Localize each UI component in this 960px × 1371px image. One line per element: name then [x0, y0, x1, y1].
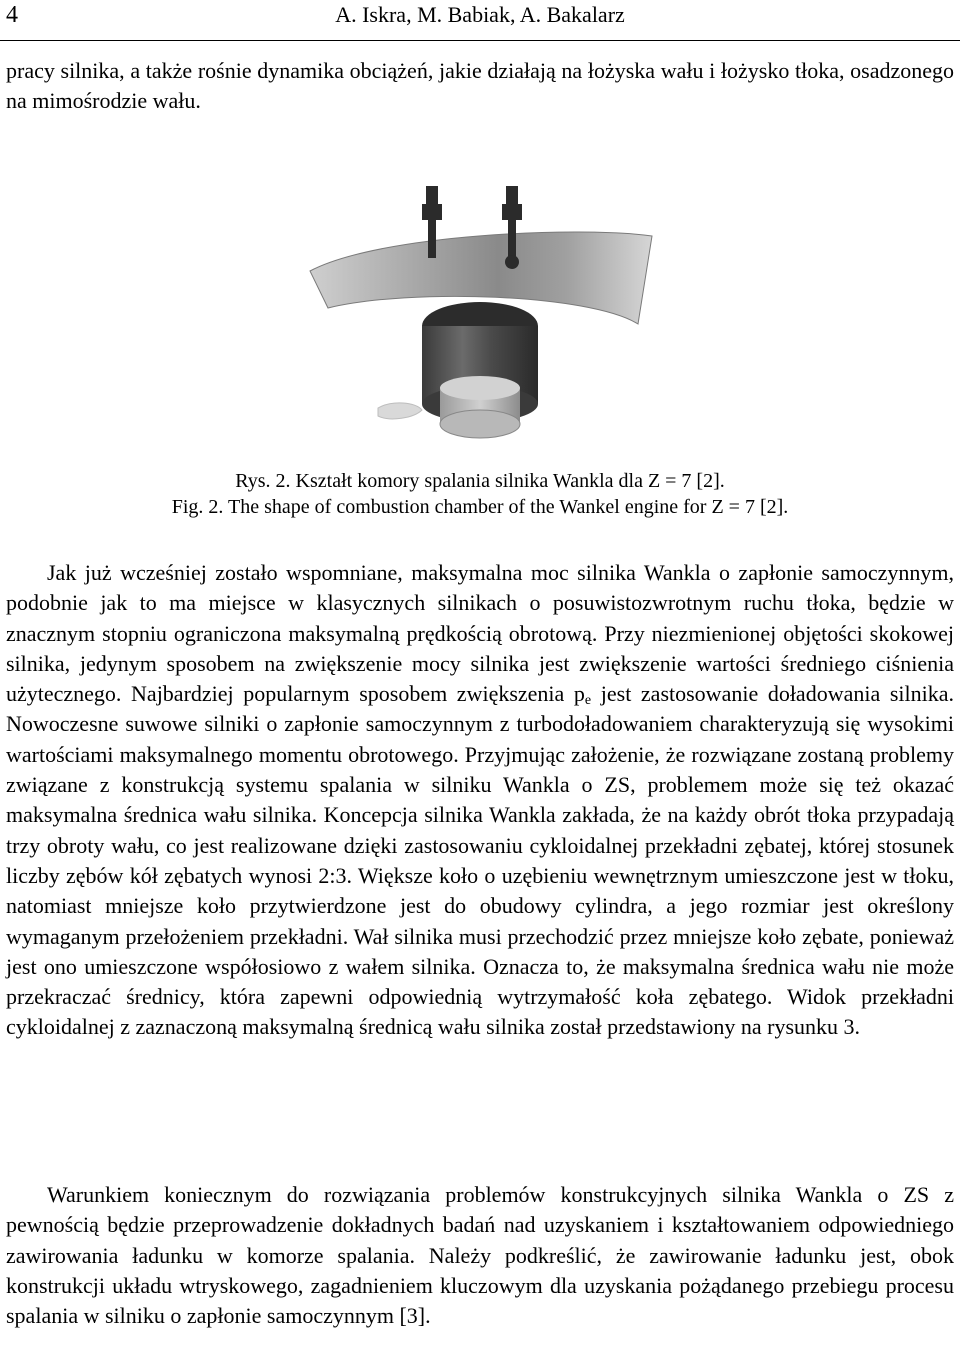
paragraph-closing: Warunkiem koniecznym do rozwiązania problemów konstrukcyjnych silnika Wankla o ZS z pewnością będzie przeprowadzenie dokładnych badań nad uzyskaniem i kształtowaniem odpowiedniego zawirowania ładunku w komorze spalania. Należy podkreślić, że zawirowanie ładunku jest, obok konstrukcji układu wtryskowego, zagadnieniem kluczowym dla uzyskania pożądanego przebiegu procesu spalania w silniku o zapłonie samoczynnym [3]. [6, 1182, 954, 1329]
figure-caption-english: Fig. 2. The shape of combustion chamber of the Wankel engine for Z = 7 [2]. [171, 496, 789, 518]
paragraph-main-part-1: Jak już wcześniej zostało wspomniane, maksymalna moc silnika Wankla o zapłonie samoczynnym, podobnie jak to ma miejsce w klasycznych silnikach o posuwistozwrotnym ruchu tłoka, będzie w znacznym stopniu ograniczona maksymalną prędkością obrotową. Przy niezmienionej objętości skokowej silnika, jedynym sposobem na zwiększenie mocy silnika jest zwiększenie wartości średniego ciśnienia użytecznego. Najbardziej popularnym sposobem zwiększenia p [6, 560, 954, 707]
figure-caption-polish: Rys. 2. Kształt komory spalania silnika Wankla dla Z = 7 [2]. [235, 470, 725, 492]
page-header [0, 0, 960, 41]
page-number: 4 [6, 2, 18, 28]
paragraph-continuation: pracy silnika, a także rośnie dynamika obciążeń, jakie działają na łożyska wału i łożysko tłoka, osadzonego na mimośrodzie wału. [6, 58, 954, 114]
combustion-chamber-illustration [290, 176, 670, 446]
paragraph-main [6, 558, 954, 1043]
running-head-authors: A. Iskra, M. Babiak, A. Bakalarz [335, 2, 625, 27]
subscript-e: e [584, 693, 592, 709]
paragraph-main-part-2: jest zastosowanie doładowania silnika. Nowoczesne suwowe silniki o zapłonie samoczynnym z turbodoładowaniem charakteryzują się wysokimi wartościami maksymalnego momentu obrotowego. Przyjmując założenie, że rozwiązane zostaną problemy związane z konstrukcją systemu spalania w silniku Wankla o ZS, problemem może się też okazać maksymalna średnica wału silnika. Koncepcja silnika Wankla zakłada, że na każdy obrót tłoka przypadają trzy obroty wału, co jest realizowane dzięki zastosowaniu cykloidalnej przekładni zębatej, której stosunek liczby zębów kół zębatych wynosi 2:3. Większe koło o uzębieniu wewnętrznym umieszczone jest w tłoku, natomiast mniejsze koło przytwierdzone jest do obudowy cylindra, a jego rozmiar jest określony wymaganym przełożeniem przekładni. Wał silnika musi przechodzić przez mniejsze koło zębate, ponieważ jest ono umieszczone współosiowo z wałem silnika. Oznacza to, że maksymalna średnica wału nie może przekraczać średnicy, która zapewni odpowiednią wytrzymałość koła zębatego. Widok przekładni cykloidalnej z zaznaczoną maksymalną średnicą wału silnika został przedstawiony na rysunku 3. [6, 681, 954, 1040]
combustion-chamber-figure [290, 176, 670, 446]
